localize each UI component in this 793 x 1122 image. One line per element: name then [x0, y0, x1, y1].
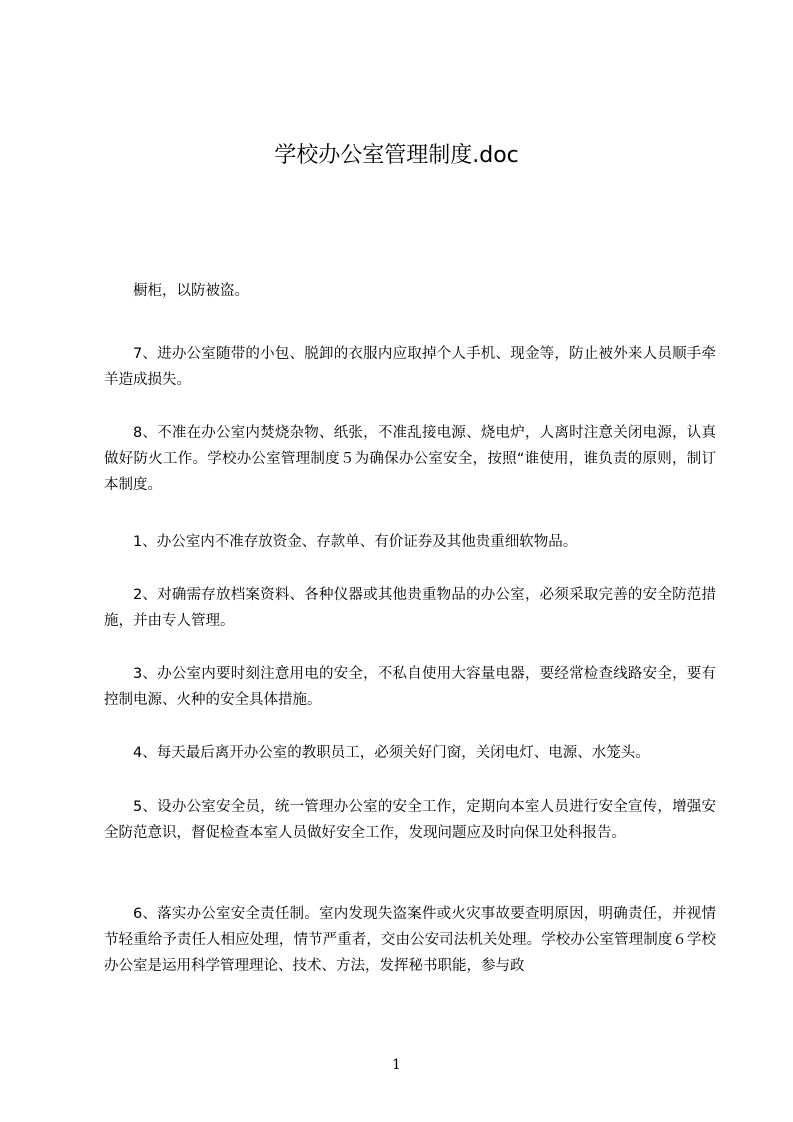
paragraph-item-1: 1、办公室内不准存放资金、存款单、有价证券及其他贵重细软物品。	[133, 534, 578, 550]
paragraph-item-7: 7、进办公室随带的小包、脱卸的衣服内应取掉个人手机、现金等，防止被外来人员顺手牵羊造成损失。	[104, 346, 716, 388]
paragraph-item-4: 4、每天最后离开办公室的教职员工，必须关好门窗，关闭电灯、电源、水笼头。	[133, 745, 650, 761]
paragraph-item-2: 2、对确需存放档案资料、各种仪器或其他贵重物品的办公室，必须采取完善的安全防范措施，并由专人管理。	[104, 587, 716, 629]
paragraph-continuation: 橱柜，以防被盗。	[133, 283, 249, 299]
paragraph-item-5: 5、设办公室安全员，统一管理办公室的安全工作，定期向本室人员进行安全宣传，增强安全防范意识，督促检查本室人员做好安全工作，发现问题应及时向保卫处科报告。	[104, 799, 716, 841]
paragraph-item-8: 8、不准在办公室内焚烧杂物、纸张，不准乱接电源、烧电炉，人离时注意关闭电源，认真做好防火工作。学校办公室管理制度５为确保办公室安全，按照“谁使用，谁负责的原则，制订本制度。	[104, 425, 716, 493]
page-number: 1	[392, 1057, 401, 1073]
paragraph-item-3: 3、办公室内要时刻注意用电的安全，不私自使用大容量电器，要经常检查线路安全，要有控制电源、火种的安全具体措施。	[104, 666, 716, 708]
document-title: 学校办公室管理制度.doc	[274, 143, 519, 168]
paragraph-item-6: 6、落实办公室安全责任制。室内发现失盗案件或火灾事故要查明原因，明确责任，并视情节轻重给予责任人相应处理，情节严重者，交由公安司法机关处理。学校办公室管理制度６学校办公室是运用科学管理理论、技术、方法，发挥秘书职能，参与政	[104, 906, 716, 974]
